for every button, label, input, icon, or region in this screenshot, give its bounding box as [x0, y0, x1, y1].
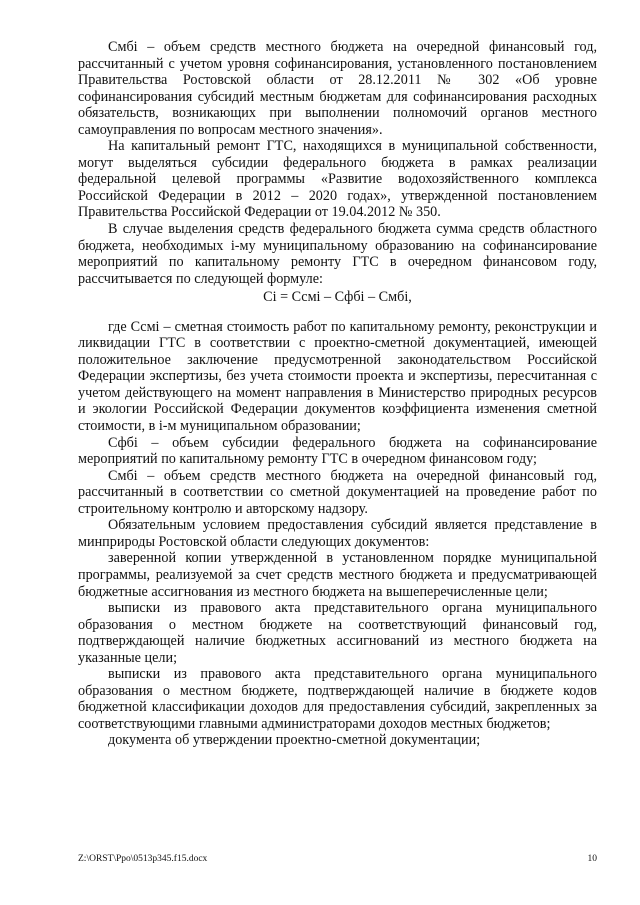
list-item-design-approval: документа об утверждении проектно-сметной документации; [108, 732, 481, 749]
paragraph-smb-definition: Смбi – объем средств местного бюджета на очередной финансовый год, рассчитанный с учетом уровня софинансирования, установленного постановлением Правительства Ростовской области от 28.12.2011 № 302 «Об уровне софинансирования субсидий местным бюджетам для софинансирования расходных обязательств, возникающих при выполнении полномочий органов местного самоуправления по вопросам местного значения». [78, 39, 597, 138]
paragraph-mandatory-condition: Обязательным условием предоставления субсидий является представление в минприроды Ростовской области следующих документов: [78, 517, 597, 550]
document-body [78, 39, 597, 749]
file-path: Z:\ORST\Ppo\0513p345.f15.docx [78, 854, 208, 864]
paragraph-calculation-intro: В случае выделения средств федерального бюджета сумма средств областного бюджета, необходимых i-му муниципальному образованию на софинансирование мероприятий по капитальному ремонту ГТС в очередном финансовом году, рассчитывается по следующей формуле: [78, 221, 597, 287]
list-item-program-copy: заверенной копии утвержденной в установленном порядке муниципальной программы, реализуемой за счет средств местного бюджета и предусматривающей бюджетные ассигнования из местного бюджета на вышеперечисленные цели; [78, 550, 597, 600]
definition-ssm: где Ссмi – сметная стоимость работ по капитальному ремонту, реконструкции и ликвидации ГТС в соответствии с проектно-сметной документацией, имеющей положительное заключение предусмотренной законодательством Российской Федерации экспертизы, без учета стоимости проекта и экспертизы, пересчитанная с учетом действующего на момент направления в Министерство природных ресурсов и экологии Российской Федерации документов коэффициента изменения сметной стоимости, в i-м муниципальном образовании; [78, 318, 597, 435]
list-item-budget-extract: выписки из правового акта представительного органа муниципального образования о местном бюджете на соответствующий финансовый год, подтверждающей наличие бюджетных ассигнований из местного бюджета на указанные цели; [78, 600, 597, 666]
list-item-budget-codes-extract: выписки из правового акта представительного органа муниципального образования о местном бюджете, подтверждающей наличие в бюджете кодов бюджетной классификации доходов для предоставления субсидий, закрепленных за соответствующими главными администраторами доходов местных бюджетов; [78, 666, 597, 732]
formula: Сi = Ссмi – Сфбi – Смбi, [263, 289, 412, 306]
paragraph-federal-subsidy: На капитальный ремонт ГТС, находящихся в муниципальной собственности, могут выделяться субсидии федерального бюджета в рамках реализации федеральной целевой программы «Развитие водохозяйственного комплекса Российской Федерации в 2012 – 2020 годах», утвержденной постановлением Правительства Российской Федерации от 19.04.2012 № 350. [78, 138, 597, 221]
definition-sfb: Сфбi – объем субсидии федерального бюджета на софинансирование мероприятий по капитальному ремонту ГТС в очередном финансовом году; [78, 434, 597, 468]
page-number: 10 [587, 854, 597, 864]
definition-smb: Смбi – объем средств местного бюджета на очередной финансовый год, рассчитанный в соответствии со сметной документацией на проведение работ по строительному контролю и авторскому надзору. [78, 467, 597, 517]
